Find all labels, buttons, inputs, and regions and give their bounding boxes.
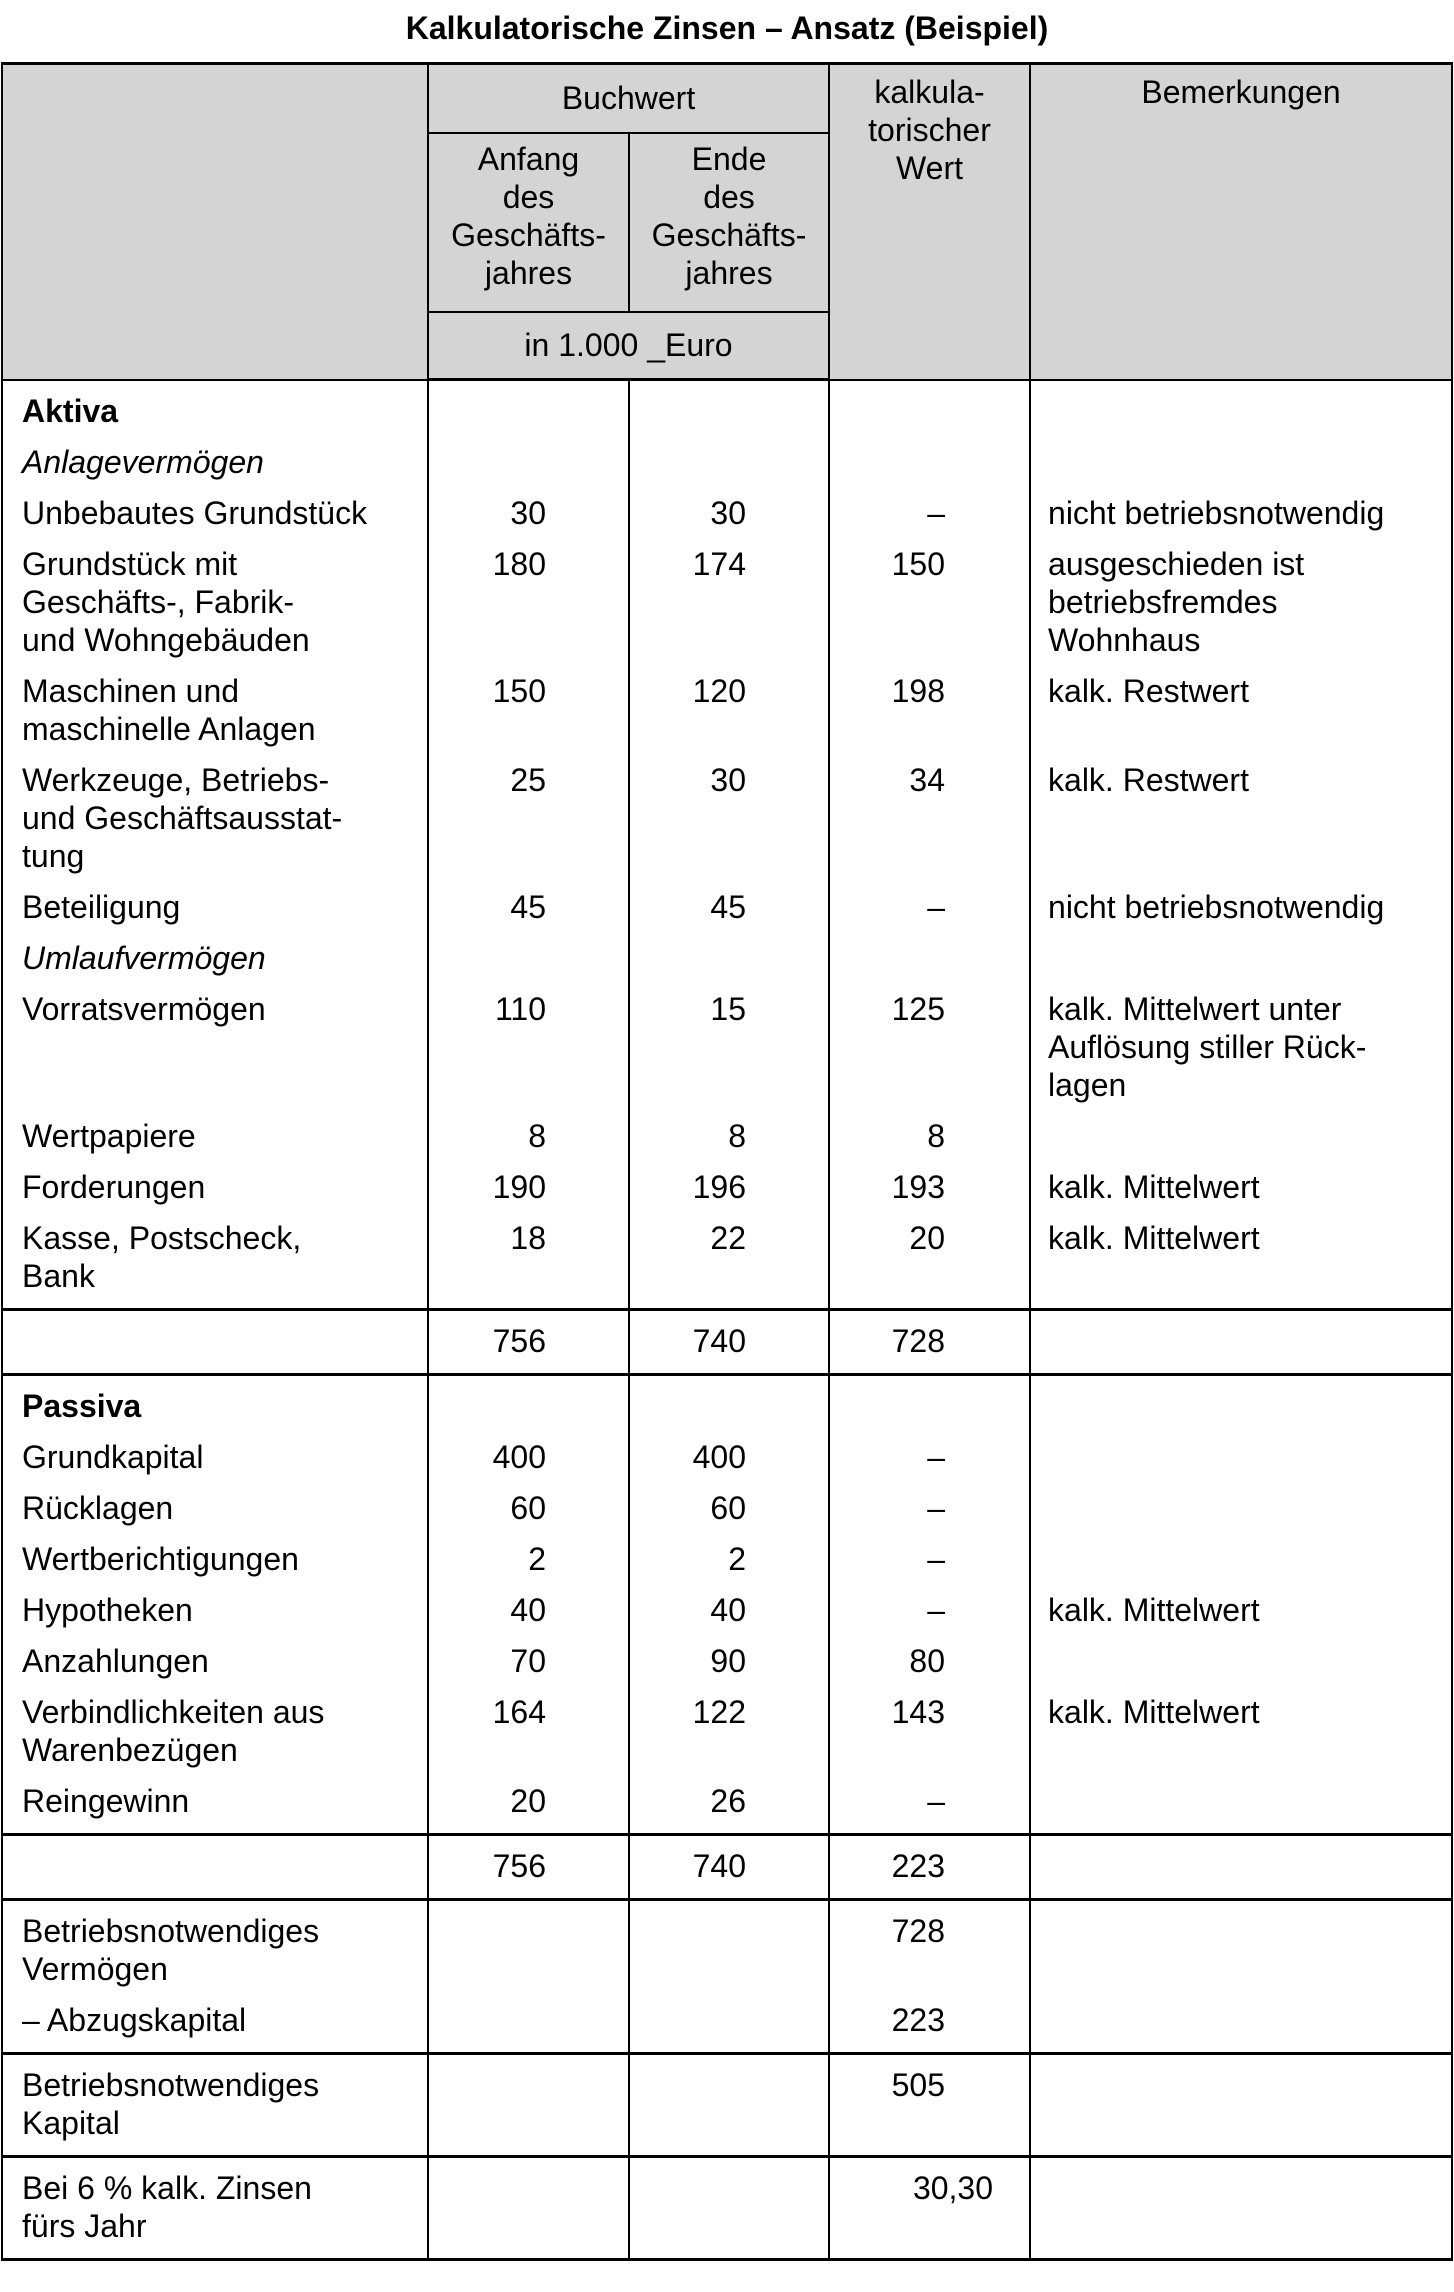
value-ende: 30 (629, 481, 829, 532)
table-row (2, 1527, 1452, 1578)
value-ende (629, 2053, 829, 2156)
value-anfang: 60 (428, 1476, 629, 1527)
remark (1030, 1309, 1452, 1374)
value-kalk: 193 (829, 1155, 1030, 1206)
table-header (2, 64, 1452, 380)
value-anfang: 110 (428, 977, 629, 1104)
remark (1030, 1834, 1452, 1899)
value-kalk: 30,30 (829, 2156, 1030, 2259)
table-row (2, 748, 1452, 875)
row-label: Wertberichtigungen (2, 1527, 428, 1578)
value-anfang: 400 (428, 1425, 629, 1476)
row-label: Grundkapital (2, 1425, 428, 1476)
value-ende: 60 (629, 1476, 829, 1527)
row-label: Anzahlungen (2, 1629, 428, 1680)
table-section (2, 2053, 1452, 2156)
remark: nicht betriebsnotwendig (1030, 481, 1452, 532)
header-bemerkungen: Bemerkungen (1030, 64, 1452, 380)
value-kalk: – (829, 875, 1030, 926)
value-anfang (428, 1899, 629, 1988)
page-title: Kalkulatorische Zinsen – Ansatz (Beispiel) (405, 10, 1049, 46)
value-kalk: 80 (829, 1629, 1030, 1680)
header-label-column (2, 64, 428, 380)
value-kalk: 198 (829, 659, 1030, 748)
header-anfang: Anfang des Geschäfts- jahres (428, 133, 629, 312)
value-ende (629, 1988, 829, 2054)
remark: kalk. Mittelwert (1030, 1680, 1452, 1769)
value-kalk: 143 (829, 1680, 1030, 1769)
row-label: Betriebsnotwendiges Vermögen (2, 1899, 428, 1988)
remark: nicht betriebsnotwendig (1030, 875, 1452, 926)
value-kalk: 125 (829, 977, 1030, 1104)
value-ende: 30 (629, 748, 829, 875)
value-ende (629, 1374, 829, 1425)
value-ende (629, 2156, 829, 2259)
table-row (2, 659, 1452, 748)
row-label: Rücklagen (2, 1476, 428, 1527)
remark: kalk. Mittelwert (1030, 1155, 1452, 1206)
value-kalk: 223 (829, 1988, 1030, 2054)
table-row (2, 1769, 1452, 1835)
table-row (2, 1104, 1452, 1155)
remark: kalk. Mittelwert (1030, 1206, 1452, 1310)
table-row (2, 1425, 1452, 1476)
row-label (2, 1834, 428, 1899)
value-kalk: 20 (829, 1206, 1030, 1310)
row-label: Verbindlichkeiten aus Warenbezügen (2, 1680, 428, 1769)
remark (1030, 926, 1452, 977)
value-ende: 174 (629, 532, 829, 659)
value-kalk: – (829, 1578, 1030, 1629)
value-anfang: 40 (428, 1578, 629, 1629)
value-anfang (428, 1988, 629, 2054)
value-kalk: – (829, 481, 1030, 532)
header-unit: in 1.000 _Euro (428, 312, 829, 380)
remark (1030, 1425, 1452, 1476)
remark: kalk. Restwert (1030, 659, 1452, 748)
value-kalk (829, 926, 1030, 977)
row-label: Kasse, Postscheck, Bank (2, 1206, 428, 1310)
remark (1030, 1527, 1452, 1578)
table-section (2, 1309, 1452, 1374)
value-kalk: 223 (829, 1834, 1030, 1899)
value-kalk: 150 (829, 532, 1030, 659)
row-label: Beteiligung (2, 875, 428, 926)
value-anfang: 45 (428, 875, 629, 926)
table-row (2, 532, 1452, 659)
remark (1030, 430, 1452, 481)
row-label: Anlagevermögen (2, 430, 428, 481)
value-ende: 122 (629, 1680, 829, 1769)
remark: kalk. Mittelwert (1030, 1578, 1452, 1629)
value-ende (629, 380, 829, 430)
value-kalk: 8 (829, 1104, 1030, 1155)
value-ende: 400 (629, 1425, 829, 1476)
value-kalk: 505 (829, 2053, 1030, 2156)
value-ende: 8 (629, 1104, 829, 1155)
row-label: Unbebautes Grundstück (2, 481, 428, 532)
value-kalk: 728 (829, 1899, 1030, 1988)
value-anfang: 190 (428, 1155, 629, 1206)
table-section (2, 380, 1452, 1310)
value-kalk (829, 430, 1030, 481)
row-label: Passiva (2, 1374, 428, 1425)
table-row (2, 1578, 1452, 1629)
value-anfang (428, 380, 629, 430)
table-row (2, 875, 1452, 926)
value-anfang (428, 926, 629, 977)
value-ende: 740 (629, 1834, 829, 1899)
header-buchwert: Buchwert (428, 64, 829, 133)
value-ende: 740 (629, 1309, 829, 1374)
row-label: Betriebsnotwendiges Kapital (2, 2053, 428, 2156)
value-anfang: 150 (428, 659, 629, 748)
value-kalk (829, 1374, 1030, 1425)
row-label: – Abzugskapital (2, 1988, 428, 2054)
row-label: Umlaufvermögen (2, 926, 428, 977)
value-anfang: 20 (428, 1769, 629, 1835)
value-kalk: 728 (829, 1309, 1030, 1374)
value-ende (629, 430, 829, 481)
value-ende: 40 (629, 1578, 829, 1629)
table-row (2, 1680, 1452, 1769)
remark: ausgeschieden ist betriebsfremdes Wohnhaus (1030, 532, 1452, 659)
remark (1030, 380, 1452, 430)
remark (1030, 1899, 1452, 1988)
row-label: Vorratsvermögen (2, 977, 428, 1104)
remark (1030, 1629, 1452, 1680)
remark (1030, 1476, 1452, 1527)
value-anfang: 18 (428, 1206, 629, 1310)
value-anfang: 164 (428, 1680, 629, 1769)
row-label: Grundstück mit Geschäfts-, Fabrik- und Wohngebäuden (2, 532, 428, 659)
remark (1030, 2053, 1452, 2156)
table-row (2, 430, 1452, 481)
header-ende: Ende des Geschäfts- jahres (629, 133, 829, 312)
value-anfang (428, 2053, 629, 2156)
row-label: Aktiva (2, 380, 428, 430)
value-anfang: 756 (428, 1309, 629, 1374)
value-kalk (829, 380, 1030, 430)
remark (1030, 2156, 1452, 2259)
value-ende: 15 (629, 977, 829, 1104)
table-row (2, 481, 1452, 532)
row-label: Forderungen (2, 1155, 428, 1206)
table-row (2, 1206, 1452, 1310)
table-section (2, 1899, 1452, 2053)
value-anfang: 2 (428, 1527, 629, 1578)
value-ende: 90 (629, 1629, 829, 1680)
value-ende: 196 (629, 1155, 829, 1206)
table-row (2, 1309, 1452, 1374)
row-label: Maschinen und maschinelle Anlagen (2, 659, 428, 748)
table-row (2, 1834, 1452, 1899)
value-anfang (428, 1374, 629, 1425)
value-anfang: 25 (428, 748, 629, 875)
value-kalk: – (829, 1425, 1030, 1476)
row-label: Bei 6 % kalk. Zinsen fürs Jahr (2, 2156, 428, 2259)
row-label: Wertpapiere (2, 1104, 428, 1155)
value-ende (629, 926, 829, 977)
table-row (2, 2156, 1452, 2259)
table-row (2, 1476, 1452, 1527)
value-anfang: 180 (428, 532, 629, 659)
value-anfang: 756 (428, 1834, 629, 1899)
table-row (2, 977, 1452, 1104)
remark (1030, 1769, 1452, 1835)
row-label: Werkzeuge, Betriebs- und Geschäftsausstat- tung (2, 748, 428, 875)
value-anfang (428, 2156, 629, 2259)
value-kalk: – (829, 1769, 1030, 1835)
remark (1030, 1104, 1452, 1155)
table-section (2, 1374, 1452, 1834)
table-row (2, 1629, 1452, 1680)
remark (1030, 1988, 1452, 2054)
remark: kalk. Mittelwert unter Auflösung stiller Rück- lagen (1030, 977, 1452, 1104)
table-row (2, 1988, 1452, 2054)
value-ende: 2 (629, 1527, 829, 1578)
table-section (2, 2156, 1452, 2259)
table-row (2, 380, 1452, 430)
remark (1030, 1374, 1452, 1425)
row-label: Reingewinn (2, 1769, 428, 1835)
value-kalk: – (829, 1476, 1030, 1527)
row-label (2, 1309, 428, 1374)
value-anfang (428, 430, 629, 481)
value-ende: 26 (629, 1769, 829, 1835)
value-ende: 22 (629, 1206, 829, 1310)
value-kalk: 34 (829, 748, 1030, 875)
table-row (2, 1374, 1452, 1425)
table-section (2, 1834, 1452, 1899)
table-row (2, 1899, 1452, 1988)
value-ende (629, 1899, 829, 1988)
row-label: Hypotheken (2, 1578, 428, 1629)
value-kalk: – (829, 1527, 1030, 1578)
value-anfang: 8 (428, 1104, 629, 1155)
table-row (2, 1155, 1452, 1206)
value-ende: 45 (629, 875, 829, 926)
header-kalk-wert: kalkula- torischer Wert (829, 64, 1030, 380)
value-anfang: 30 (428, 481, 629, 532)
value-anfang: 70 (428, 1629, 629, 1680)
remark: kalk. Restwert (1030, 748, 1452, 875)
interest-table (1, 62, 1453, 2261)
table-row (2, 2053, 1452, 2156)
table-row (2, 926, 1452, 977)
value-ende: 120 (629, 659, 829, 748)
